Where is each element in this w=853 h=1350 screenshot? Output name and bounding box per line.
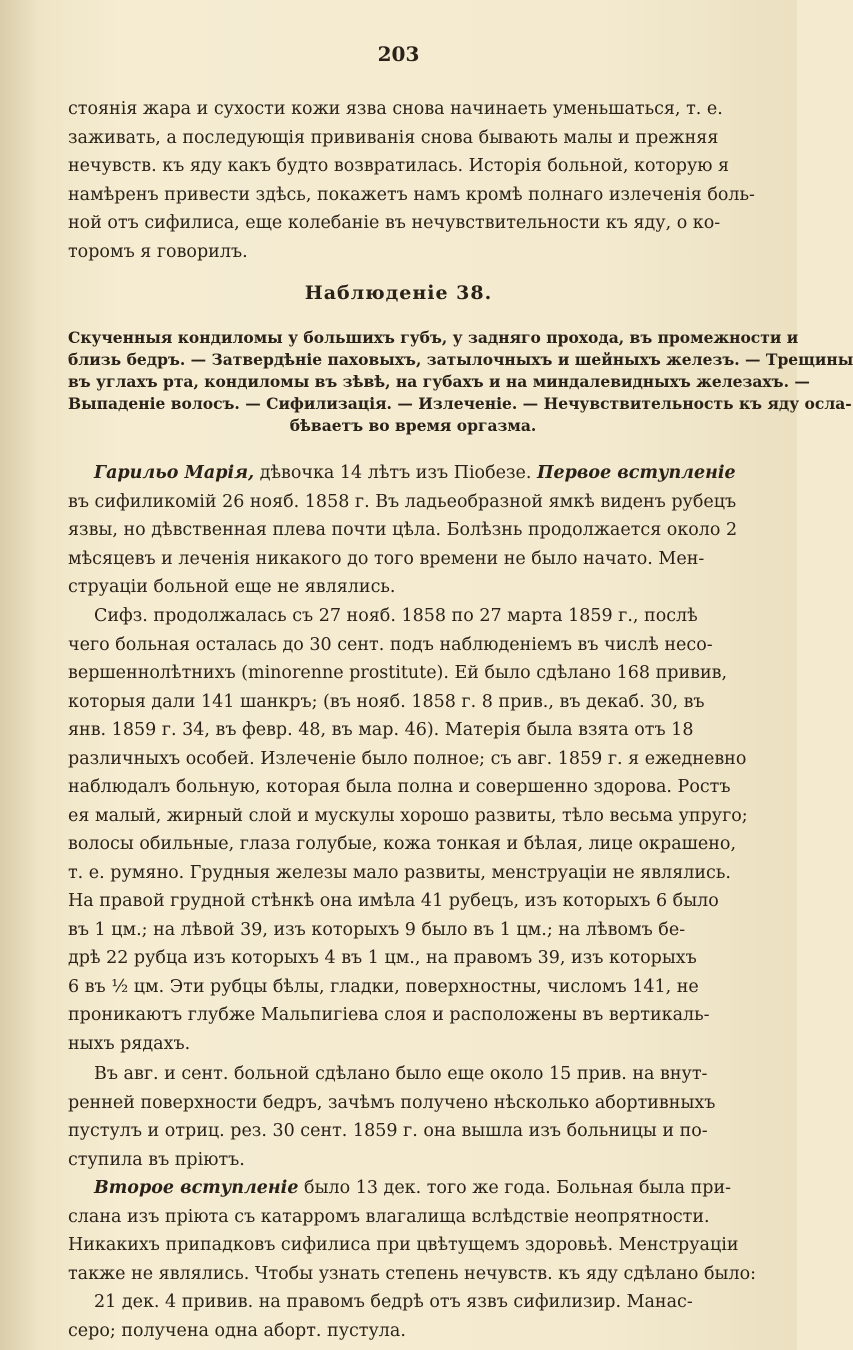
- text-line: ной отъ сифилиса, еще колебаніе въ нечувствительности къ яду, о ко-: [68, 213, 721, 233]
- text-line: ступила въ пріютъ.: [68, 1149, 245, 1170]
- text-line: вершеннолѣтнихъ (minorenne prostitute). Ей было сдѣлано 168 привив,: [68, 663, 728, 683]
- case-paragraph-5: [68, 1288, 758, 1345]
- text-line: наблюдалъ больную, которая была полна и совершенно здорова. Ростъ: [68, 777, 731, 797]
- case-paragraph-1: [68, 459, 758, 602]
- text-line: [68, 1174, 758, 1203]
- case-paragraph-3: [68, 1060, 758, 1174]
- text-line: въ 1 цм.; на лѣвой 39, изъ которыхъ 9 было въ 1 цм.; на лѣвомъ бе-: [68, 919, 686, 940]
- admission-label: Второе вступленіе: [94, 1178, 299, 1198]
- text-line: стоянія жара и сухости кожи язва снова начинаеть уменьшаться, т. е.: [68, 99, 723, 119]
- case-paragraph-2: [68, 602, 758, 1058]
- observation-heading: Наблюденіе 38.: [304, 282, 493, 304]
- text-line: проникаютъ глубже Мальпигіева слоя и расположены въ вертикаль-: [68, 1005, 710, 1025]
- text-line: янв. 1859 г. 34, въ февр. 48, въ мар. 46). Матерія была взята отъ 18: [68, 720, 694, 740]
- text-line: заживать, а последующія прививанія снова бывають малы и прежняя: [68, 127, 719, 148]
- text-line: серо; получена одна аборт. пустула.: [68, 1320, 406, 1341]
- text-line: т. е. румяно. Грудныя железы мало развиты, менструаціи не являлись.: [68, 862, 731, 883]
- text-line: 21 дек. 4 привив. на правомъ бедрѣ отъ язвъ сифилизир. Манас-: [94, 1292, 693, 1312]
- admission-label: Первое вступленіе: [537, 463, 736, 483]
- text-line: Никакихъ припадковъ сифилиса при цвѣтущемъ здоровьѣ. Менструаціи: [68, 1235, 739, 1255]
- text-line: также не являлись. Чтобы узнать степень нечувств. къ яду сдѣлано было:: [68, 1263, 756, 1284]
- summary-line: въ углахъ рта, кондиломы въ зѣвѣ, на губахъ и на миндалевидныхъ железахъ. —: [68, 372, 810, 391]
- text-line: чего больная осталась до 30 сент. подъ наблюденіемъ въ числѣ несо-: [68, 634, 713, 655]
- summary-line: бѣваетъ во время оргазма.: [289, 416, 537, 435]
- text-line: ея малый, жирный слой и мускулы хорошо развиты, тѣло весьма упруго;: [68, 805, 748, 826]
- text-line: Сифз. продолжалась съ 27 нояб. 1858 по 27 марта 1859 г., послѣ: [94, 606, 698, 626]
- text-line: Въ авг. и сент. больной сдѣлано было еще около 15 прив. на внут-: [94, 1064, 708, 1084]
- text-line: струаціи больной еще не являлись.: [68, 577, 396, 597]
- text-line: ренней поверхности бедръ, зачѣмъ получено нѣсколько абортивныхъ: [68, 1092, 716, 1113]
- text-line: различныхъ особей. Излеченіе было полное; съ авг. 1859 г. я ежедневно: [68, 748, 747, 769]
- text-line: слана изъ пріюта съ катарромъ влагалища вслѣдствіе неопрятности.: [68, 1206, 710, 1227]
- text-fragment: было 13 дек. того же года. Больная была при-: [298, 1178, 732, 1198]
- text-line: [68, 459, 758, 488]
- text-line: На правой грудной стѣнкѣ она имѣла 41 рубецъ, изъ которыхъ 6 было: [68, 891, 719, 911]
- page-number: 203: [377, 42, 420, 66]
- observation-summary: [68, 327, 853, 437]
- text-line: мѣсяцевъ и леченія никакого до того времени не было начато. Мен-: [68, 548, 705, 569]
- summary-line: близь бедръ. — Затвердѣніе паховыхъ, затылочныхъ и шейныхъ железъ. — Трещины: [68, 350, 853, 369]
- patient-name: Гарильо Марія,: [94, 463, 255, 483]
- text-line: язвы, но дѣвственная плева почти цѣла. Болѣзнь продолжается около 2: [68, 520, 738, 540]
- text-fragment: дѣвочка 14 лѣтъ изъ Піобезе.: [254, 463, 538, 483]
- text-line: пустулъ и отриц. рез. 30 сент. 1859 г. она вышла изъ больницы и по-: [68, 1121, 708, 1141]
- text-line: торомъ я говорилъ.: [68, 241, 248, 262]
- text-line: 6 въ ½ цм. Эти рубцы бѣлы, гладки, поверхностны, числомъ 141, не: [68, 976, 699, 997]
- text-line: ныхъ рядахъ.: [68, 1033, 191, 1054]
- text-line: дрѣ 22 рубца изъ которыхъ 4 въ 1 цм., на правомъ 39, изъ которыхъ: [68, 948, 697, 968]
- text-line: намѣренъ привести здѣсь, покажетъ намъ кромѣ полнаго излеченія боль-: [68, 184, 755, 205]
- opening-paragraph: [68, 95, 758, 266]
- text-line: которыя дали 141 шанкръ; (въ нояб. 1858 г. 8 прив., въ декаб. 30, въ: [68, 691, 705, 712]
- summary-line: Скученныя кондиломы у большихъ губъ, у задняго прохода, въ промежности и: [68, 328, 799, 347]
- summary-line: Выпаденіе волосъ. — Сифилизація. — Излеченіе. — Нечувствительность къ яду осла-: [68, 394, 852, 413]
- text-line: нечувств. къ яду какъ будто возвратилась. Исторія больной, которую я: [68, 156, 730, 176]
- text-line: въ сифиликомій 26 нояб. 1858 г. Въ ладьеобразной ямкѣ виденъ рубецъ: [68, 491, 737, 512]
- text-line: волосы обильные, глаза голубые, кожа тонкая и бѣлая, лице окрашено,: [68, 834, 737, 854]
- case-paragraph-4: [68, 1174, 758, 1288]
